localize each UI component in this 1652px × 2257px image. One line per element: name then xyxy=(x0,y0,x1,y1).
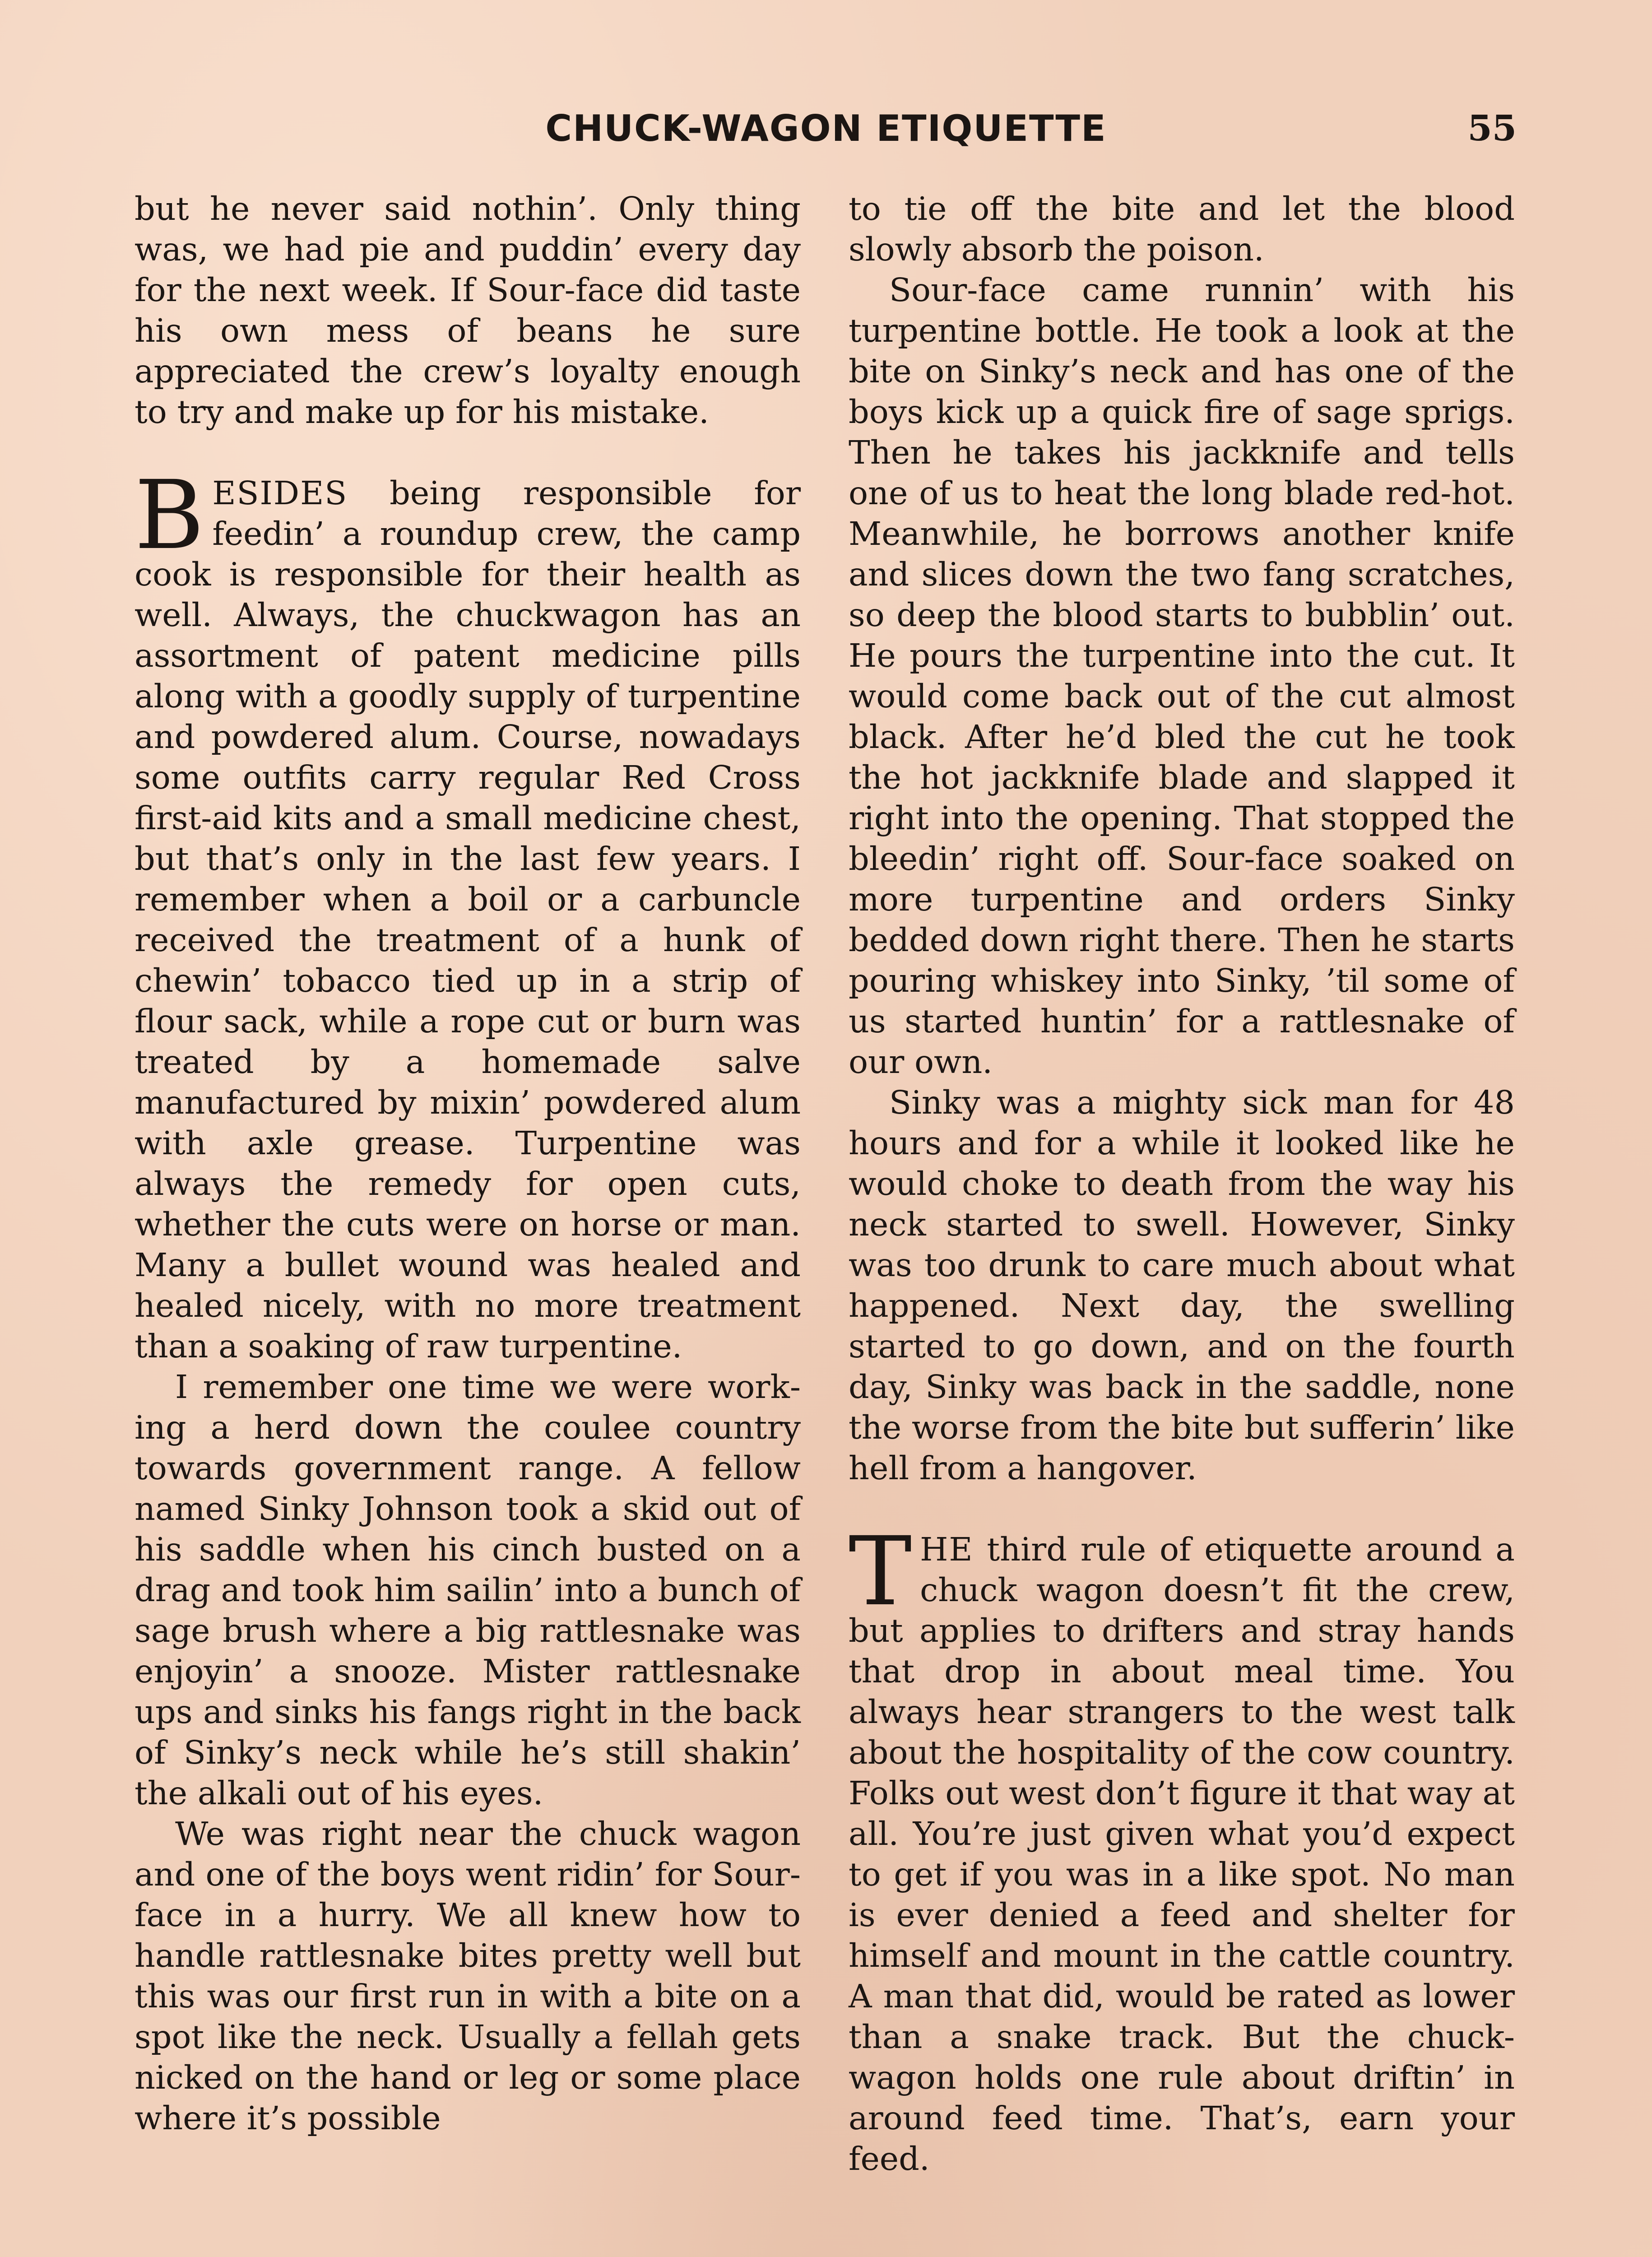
lead-in-caps: ESIDES xyxy=(212,474,348,512)
paragraph: but he never said nothin’. Only thing was, we had pie and puddin’ every day for the next week. If Sour-face did taste his own mess of beans he sure appreciated the crew’s loyalty enough to try and make up for his mistake. xyxy=(135,190,801,431)
drop-cap: T xyxy=(849,1516,912,1627)
lead-in-caps: HE xyxy=(920,1531,974,1568)
page-header xyxy=(135,102,1517,156)
paragraph: I remember one time we were working a herd down the coulee country towards government range. A fellow named Sinky Johnson took a skid out of his saddle when his cinch busted on a drag and took him sailin’ into a bunch of sage brush where a big rattlesnake was enjoyin’ a snooze. Mister rattlesnake ups and sinks his fangs right in the back of Sinky’s neck while he’s still shakin’ the alkali out of his eyes. xyxy=(135,1368,801,1812)
section-paragraph xyxy=(849,1516,1515,2179)
right-column xyxy=(849,189,1515,2179)
paragraph: Sinky was a mighty sick man for 48 hours and for a while it looked like he would choke to death from the way his neck started to swell. However, Sinky was too drunk to care much about what happened. Next day, the swelling started to go down, and on the fourth day, Sinky was back in the saddle, none the worse from the bite but sufferin’ like hell from a hangover. xyxy=(849,1084,1515,1487)
left-column xyxy=(135,189,801,2139)
drop-cap: B xyxy=(135,460,204,571)
section-paragraph xyxy=(135,460,801,1367)
paragraph: Sour-face came runnin’ with his turpentine bottle. He took a look at the bite on Sinky’s neck and has one of the boys kick up a quick fire of sage sprigs. Then he takes his jackknife and tells one of us to heat the long blade red-hot. Meanwhile, he borrows another knife and slices down the two fang scratches, so deep the blood starts to bubblin’ out. He pours the turpentine into the cut. It would come back out of the cut almost black. After he’d bled the cut he took the hot jackknife blade and slapped it right into the opening. That stopped the bleedin’ right off. Sour-face soaked on more turpentine and orders Sinky bedded down right there. Then he starts pouring whiskey into Sinky, ’til some of us started huntin’ for a rattlesnake of our own. xyxy=(849,271,1515,1081)
paragraph-text: being responsible for feedin’ a roundup crew, the camp cook is responsible for their health as well. Always, the chuckwagon has an assortment of patent medicine pills along with a goodly supply of turpentine and powdered alum. Course, nowadays some outfits carry regular Red Cross first-aid kits and a small medicine chest, but that’s only in the last few years. I remember when a boil or a carbuncle received the treatment of a hunk of chewin’ tobacco tied up in a strip of flour sack, while a rope cut or burn was treated by a homemade salve manufactured by mixin’ powdered alum with axle grease. Turpentine was always the remedy for open cuts, whether the cuts were on horse or man. Many a bullet wound was healed and healed nicely, with no more treatment than a soaking of raw turpentine. xyxy=(135,474,801,1365)
running-title: CHUCK-WAGON ETIQUETTE xyxy=(545,107,1107,149)
page-number: 55 xyxy=(1467,108,1517,149)
paragraph: to tie off the bite and let the blood slowly absorb the poison. xyxy=(849,190,1515,268)
paragraph: We was right near the chuck wagon and one of the boys went ridin’ for Sour-face in a hurry. We all knew how to handle rattlesnake bites pretty well but this was our first run in with a bite on a spot like the neck. Usually a fellah gets nicked on the hand or leg or some place where it’s possible xyxy=(135,1815,801,2137)
paragraph-text: third rule of etiquette around a chuck wagon doesn’t fit the crew, but applies to drifters and stray hands that drop in about meal time. You always hear strangers to the west talk about the hospitality of the cow country. Folks out west don’t figure it that way at all. You’re just given what you’d expect to get if you was in a like spot. No man is ever denied a feed and shelter for himself and mount in the cattle country. A man that did, would be rated as lower than a snake track. But the chuck-wagon holds one rule about driftin’ in around feed time. That’s, earn your feed. xyxy=(849,1531,1515,2178)
